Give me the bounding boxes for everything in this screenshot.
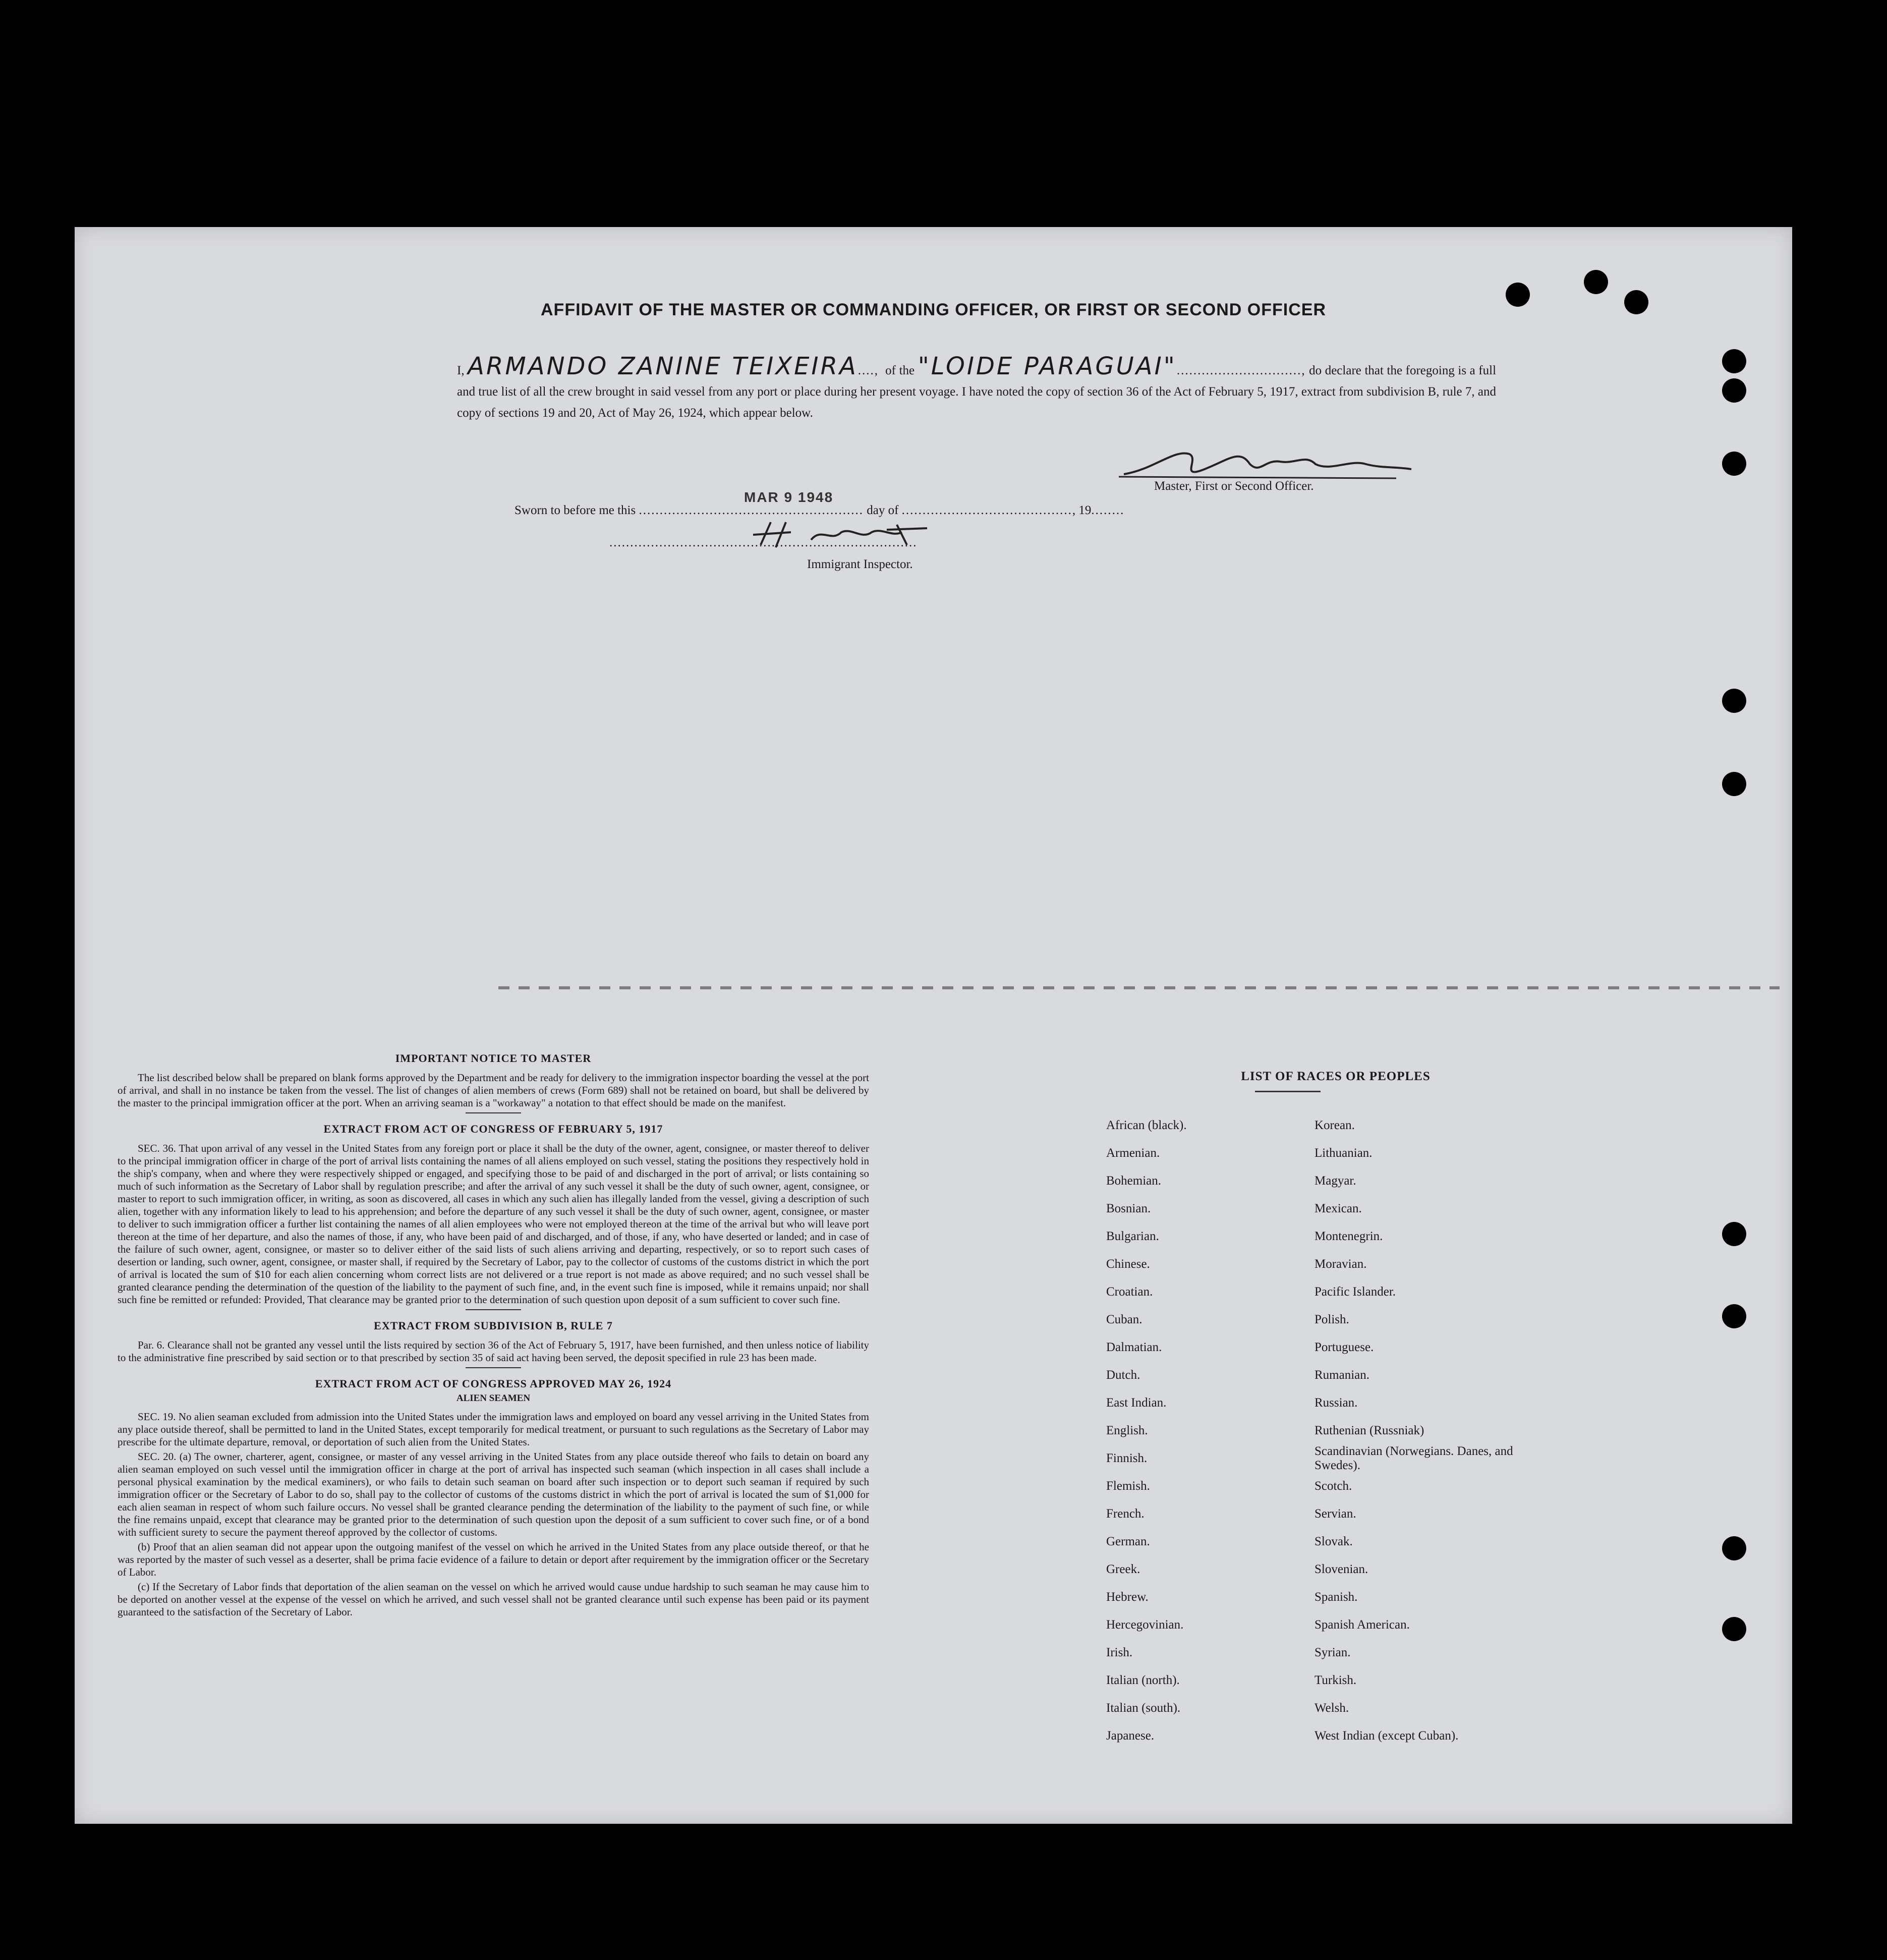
race-item: Mexican. [1314, 1202, 1362, 1215]
race-item: Hebrew. [1106, 1590, 1149, 1604]
race-item: Scotch. [1314, 1479, 1352, 1493]
race-item: Moravian. [1314, 1257, 1367, 1271]
punch-hole [1722, 349, 1746, 373]
race-item: Armenian. [1106, 1146, 1160, 1160]
punch-hole [1722, 1536, 1746, 1560]
race-item: Bulgarian. [1106, 1229, 1159, 1243]
race-item: Spanish American. [1314, 1618, 1410, 1632]
extract3-title: EXTRACT FROM ACT OF CONGRESS APPROVED MAY 26, 1924 [315, 1377, 672, 1390]
of-the-label: of the [885, 364, 915, 377]
affidavit-title: AFFIDAVIT OF THE MASTER OR COMMANDING OFFICER, OR FIRST OR SECOND OFFICER [541, 300, 1326, 319]
inspector-caption: Immigrant Inspector. [807, 557, 913, 571]
races-title: LIST OF RACES OR PEOPLES [1241, 1070, 1431, 1083]
race-item: Portuguese. [1314, 1340, 1374, 1354]
race-item: Slovenian. [1314, 1562, 1368, 1576]
punch-hole [1584, 270, 1608, 294]
document-page [75, 227, 1792, 1824]
affidavit-text: that the foregoing is a full and true list of all the crew brought in said vessel from any port or place during her present voyage. I have noted the copy of section 36 of the Act of February 5, 1917, extract from subdivision B, rule 7, and copy of sections 19 and 20, Act of May 26, 1924, which appear below. [457, 364, 1497, 420]
punch-hole [1722, 452, 1746, 476]
punch-hole [1722, 1617, 1746, 1641]
vessel-name: "LOIDE PARAGUAI" [918, 352, 1177, 380]
extract1-title: EXTRACT FROM ACT OF CONGRESS OF FEBRUARY 5, 1917 [323, 1123, 663, 1135]
race-item: Lithuanian. [1314, 1146, 1373, 1160]
race-item: Pacific Islander. [1314, 1285, 1396, 1299]
race-item: French. [1106, 1507, 1145, 1521]
race-item: Irish. [1106, 1646, 1133, 1659]
race-item: Flemish. [1106, 1479, 1150, 1493]
race-item: Magyar. [1314, 1174, 1356, 1188]
notice-section [118, 1052, 869, 1620]
sec20a-text: SEC. 20. (a) The owner, charterer, agent, consignee, or master of any vessel arriving in the United States from any place outside thereof who fails to detain on board any alien seaman employed on such vessel until the immigration officer in charge at the port of arrival has inspected such seaman (which inspection in all cases shall include a personal physical examination by the medical examiners), or who fails to detain such seaman on board after such inspection or to deport such seaman if required by such immigration officer or the Secretary of Labor to do so, shall pay to the collector of customs of the customs district in which the port of arrival is located the sum of $1,000 for each alien seaman in respect of whom such failure occurs. No vessel shall be granted clearance pending the determination of the liability to the payment of such fine, or while the fine remains unpaid, except that clearance may be granted prior to the determination of such question upon the deposit of a sum sufficient to cover such fine, or of a bond with sufficient surety to secure the payment thereof approved by the collector of customs. [118, 1450, 869, 1538]
divider [466, 1309, 521, 1310]
race-item: Russian. [1314, 1396, 1358, 1410]
sworn-line: Sworn to before me this ...................................................... day of ........................................., 19........ [514, 503, 1125, 517]
races-left-column [1106, 1111, 1187, 1750]
race-item: Italian (south). [1106, 1701, 1181, 1715]
notice-text: The list described below shall be prepared on blank forms approved by the Department and be ready for delivery to the immigration inspector boarding the vessel at the port of arrival, and shall in no instance be taken from the vessel. The list of changes of alien members of crews (Form 689) shall not be retained on board, but shall be delivered by the master to the principal immigration officer at the port. When an arriving seaman is a "workaway" a notation to that effect should be made on the manifest. [118, 1072, 869, 1109]
races-right-column [1314, 1111, 1526, 1750]
notice-title: IMPORTANT NOTICE TO MASTER [395, 1052, 592, 1065]
sec19-text: SEC. 19. No alien seaman excluded from admission into the United States under the immigration laws and employed on board any vessel arriving in the United States from any place outside thereof, shall be permitted to land in the United States, except temporarily for medical treatment, or pursuant to such regulations as the Secretary of Labor may prescribe for the ultimate departure, removal, or deportation of such alien from the United States. [118, 1411, 869, 1448]
race-item: Servian. [1314, 1507, 1356, 1521]
race-item: Dalmatian. [1106, 1340, 1162, 1354]
race-item: Slovak. [1314, 1535, 1353, 1548]
punch-hole [1722, 689, 1746, 713]
race-item: Cuban. [1106, 1313, 1142, 1326]
i-label: I, [457, 364, 465, 377]
race-item: German. [1106, 1535, 1150, 1548]
race-item: Scandinavian (Norwegians. Danes, and Swedes). [1314, 1444, 1513, 1472]
race-item: Ruthenian (Russniak) [1314, 1424, 1424, 1437]
divider [1255, 1091, 1321, 1092]
race-item: Polish. [1314, 1313, 1349, 1326]
race-item: Korean. [1314, 1118, 1355, 1132]
race-item: West Indian (except Cuban). [1314, 1729, 1459, 1743]
race-item: Bosnian. [1106, 1202, 1151, 1215]
punch-hole [1722, 1222, 1746, 1246]
extract2-title: EXTRACT FROM SUBDIVISION B, RULE 7 [374, 1319, 613, 1332]
race-item: Turkish. [1314, 1673, 1357, 1687]
race-item: Syrian. [1314, 1646, 1351, 1659]
race-item: Finnish. [1106, 1451, 1148, 1465]
extract1-text: SEC. 36. That upon arrival of any vessel in the United States from any foreign port or place it shall be the duty of the owner, agent, consignee, or master thereof to deliver to the principal immigration officer in charge of the port of arrival lists containing the names of all aliens employed on such vessel, stating the positions they respectively hold in the ship's company, when and where they were respectively shipped or engaged, and specifying those to be paid of and discharged in the port of arrival; or lists containing so much of such information as the Secretary of Labor shall by regulation prescribe; and after the arrival of any such vessel it shall be the duty of such owner, agent, consignee, or master to report to such immigration officer, in writing, as soon as discovered, all cases in which any such alien has illegally landed from the vessel, giving a description of such alien, together with any information likely to lead to his apprehension; and before the departure of any such vessel it shall be the duty of such owner, agent, consignee, or master to deliver to such immigration officer a further list containing the names of all alien employees who were not employed thereon at the time of the arrival but who will leave port thereon at the time of her departure, and also the names of those, if any, who have been paid of and discharged, and of those, if any, who have deserted or landed; and in case of the failure of such owner, agent, consignee, or master so to deliver either of the said lists of such aliens arriving and departing, respectively, or so to report such cases of desertion or landing, such owner, agent, consignee, or master shall, if required by the Secretary of Labor, pay to the collector of customs of the customs district in which the port of arrival is located the sum of $10 for each alien concerning whom correct lists are not delivered or a true report is not made as above required; and no such vessel shall be granted clearance pending the determination of the question of the liability to the payment of such fine, and, in the event such fine is imposed, while it remains unpaid; nor shall such fine be remitted or refunded: Provided, That clearance may be granted prior to the determination of such question upon deposit of a sum sufficient to cover such fine. [118, 1142, 869, 1306]
signature-caption: Master, First or Second Officer. [1154, 479, 1314, 493]
punch-hole [1722, 1304, 1746, 1328]
race-item: Greek. [1106, 1562, 1140, 1576]
race-item: Chinese. [1106, 1257, 1150, 1271]
sec20b-text: (b) Proof that an alien seaman did not appear upon the outgoing manifest of the vessel on which he arrived in the United States from any place outside thereof, or that he was reported by the master of such vessel as a deserter, shall be prima facie evidence of a failure to detain or deport after requirement by the immigration officer or the Secretary of Labor. [118, 1541, 869, 1578]
race-item: Croatian. [1106, 1285, 1153, 1299]
punch-hole [1722, 772, 1746, 796]
race-item: Rumanian. [1314, 1368, 1370, 1382]
race-item: Japanese. [1106, 1729, 1155, 1743]
affidavit-body: I, ARMANDO ZANINE TEIXEIRA...., of the "LOIDE PARAGUAI".............................., do declare that the foregoing is a full and true list of all the crew brought in said vessel from any port or place during her present voyage. I have noted the copy of section 36 of the Act of February 5, 1917, extract from subdivision B, rule 7, and copy of sections 19 and 20, Act of May 26, 1924, which appear below. [457, 352, 1497, 420]
divider [466, 1112, 521, 1113]
extract2-text: Par. 6. Clearance shall not be granted any vessel until the lists required by section 36 of the Act of February 5, 1917, have been furnished, and then unless notice of liability to the administrative fine prescribed by said section or to that prescribed by section 35 of said act having been served, the deposit specified in rule 23 has been made. [118, 1339, 869, 1364]
race-item: Spanish. [1314, 1590, 1358, 1604]
race-item: East Indian. [1106, 1396, 1167, 1410]
master-signature [1114, 439, 1416, 484]
race-item: English. [1106, 1424, 1148, 1437]
race-item: African (black). [1106, 1118, 1187, 1132]
race-item: Italian (north). [1106, 1673, 1180, 1687]
date-stamp: MAR 9 1948 [744, 489, 834, 505]
punch-hole [1722, 378, 1746, 403]
fold-crease [498, 986, 1780, 989]
inspector-signature-line: .......................................................................... [609, 536, 918, 549]
race-item: Hercegovinian. [1106, 1618, 1184, 1632]
race-item: Welsh. [1314, 1701, 1349, 1715]
master-name: ARMANDO ZANINE TEIXEIRA [468, 352, 858, 380]
race-item: Bohemian. [1106, 1174, 1162, 1188]
extract3-subtitle: ALIEN SEAMEN [456, 1393, 531, 1404]
sec20c-text: (c) If the Secretary of Labor finds that deportation of the alien seaman on the vessel on which he arrived would cause undue hardship to such seaman he may cause him to be deported on another vessel at the expense of the vessel on which he arrived, and such vessel shall not be granted clearance until such expense has been paid or its payment guaranteed to the satisfaction of the Secretary of Labor. [118, 1581, 869, 1618]
race-item: Dutch. [1106, 1368, 1140, 1382]
divider [466, 1367, 521, 1368]
race-item: Montenegrin. [1314, 1229, 1383, 1243]
do-declare: do declare [1309, 364, 1361, 377]
